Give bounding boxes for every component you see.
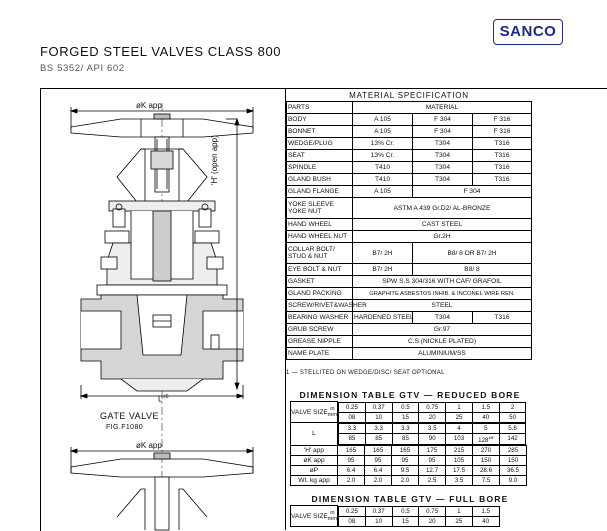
wt-cell: 2.0 [365, 475, 392, 485]
material-cell: F 304 [413, 126, 473, 138]
spec-row [287, 312, 532, 324]
spec-row [287, 174, 532, 186]
gate-valve-drawing [41, 89, 285, 530]
full-bore-table [290, 505, 500, 527]
wt-cell: 7.5 [473, 475, 500, 485]
spec-row [287, 324, 532, 336]
h-cell: 165 [392, 445, 419, 455]
k-dimension-label-2: øK app [136, 441, 162, 450]
page-title: FORGED STEEL VALVES CLASS 800 [40, 44, 282, 59]
material-cell: F 316 [473, 126, 532, 138]
part-cell: GREASE NIPPLE [287, 336, 353, 348]
size-in-cell: 0.75 [419, 506, 446, 516]
part-cell: BEARING WASHER [287, 312, 353, 324]
spec-row [287, 264, 532, 276]
material-cell: ASTM A 439 Gr.D2/ AL-BRONZE [353, 198, 532, 219]
size-in-cell: 0.25 [339, 506, 366, 516]
size-in-cell: 0.37 [365, 506, 392, 516]
h-cell: 165 [365, 445, 392, 455]
part-cell: WEDGE/PLUG [287, 138, 353, 150]
spec-row [287, 126, 532, 138]
material-cell: F 304 [413, 114, 473, 126]
p-cell: 17.5 [446, 465, 473, 475]
material-cell: T410 [353, 174, 413, 186]
size-in-cell: 0.5 [392, 506, 419, 516]
material-cell: T316 [473, 312, 532, 324]
material-cell: GRAPHITE ASBESTOS INHIB. & INCONEL WIRE REN. [353, 288, 532, 300]
material-cell: F 316 [473, 114, 532, 126]
material-cell: A 105 [353, 114, 413, 126]
spec-row [287, 219, 532, 231]
material-cell: ALUMINIUM/SS [353, 348, 532, 360]
spec-row [287, 300, 532, 312]
wt-cell: 2.0 [392, 475, 419, 485]
k-cell: 95 [419, 455, 446, 465]
full-bore-title: DIMENSION TABLE GTV — FULL BORE [311, 494, 509, 504]
parts-label: PARTS [287, 102, 353, 114]
material-cell: T304 [413, 150, 473, 162]
h-dimension-label: 'H' (open app) [210, 135, 219, 185]
part-cell [287, 198, 353, 219]
spec-row [287, 288, 532, 300]
size-mm-cell: 10 [365, 412, 392, 422]
part-cell: HAND WHEEL [287, 219, 353, 231]
part-cell: EYE BOLT & NUT [287, 264, 353, 276]
size-mm-cell: 15 [392, 412, 419, 422]
wt-cell: 3.5 [446, 475, 473, 485]
l-mm-cell: 85 [392, 433, 419, 444]
wt-cell: 2.0 [338, 475, 365, 485]
material-cell: T304 [413, 312, 473, 324]
size-mm-cell: 08 [339, 516, 366, 526]
k-dimension-label: øK app [136, 101, 162, 110]
l-in-cell: 3.3 [365, 423, 392, 433]
material-cell: C.S (NICKLE PLATED) [353, 336, 532, 348]
size-mm-cell: 50 [499, 412, 526, 422]
size-in-cell: 2 [499, 402, 526, 412]
spec-row [287, 276, 532, 288]
l-dimension-label: $L^{\pm 6}$ [158, 394, 169, 404]
spec-row [287, 336, 532, 348]
tolerance-sup: ±6 [488, 434, 494, 440]
l-mm-cell: 142 [499, 433, 526, 444]
material-cell: T316 [473, 174, 532, 186]
p-cell: 6.4 [338, 465, 365, 475]
wt-row [291, 475, 527, 485]
material-cell: T316 [473, 150, 532, 162]
p-row [291, 465, 527, 475]
valve-caption: GATE VALVE [100, 411, 160, 421]
size-mm-cell: 25 [446, 412, 473, 422]
material-cell: 13% Cr. [353, 138, 413, 150]
size-mm-cell: 20 [419, 516, 446, 526]
spec-row [287, 186, 532, 198]
k-cell: 95 [365, 455, 392, 465]
l-in-cell: 5.6 [499, 423, 526, 433]
part-line: COLLAR BOLT/ [288, 246, 335, 253]
material-cell: STEEL [353, 300, 532, 312]
h-cell: 175 [419, 445, 446, 455]
wt-cell: 9.0 [500, 475, 527, 485]
material-cell: T304 [413, 162, 473, 174]
part-cell: SCREW/RIVET&WASHER [287, 300, 353, 312]
k-cell: 150 [473, 455, 500, 465]
material-cell: Gr.97 [353, 324, 532, 336]
size-mm-cell: 40 [472, 516, 499, 526]
k-cell: 105 [446, 455, 473, 465]
size-mm-cell: 08 [339, 412, 366, 422]
size-row [291, 402, 527, 423]
l-in-cell: 3.3 [392, 423, 419, 433]
l-mm-cell: $128^{\pm 6}$ [472, 433, 499, 444]
h-cell: 215 [446, 445, 473, 455]
k-cell: 150 [500, 455, 527, 465]
part-cell: NAME PLATE [287, 348, 353, 360]
part-cell: GRUB SCREW [287, 324, 353, 336]
p-cell: 28.6 [473, 465, 500, 475]
l-in-cell: 4 [446, 423, 473, 433]
h-cell: 270 [473, 445, 500, 455]
spec-row [287, 198, 532, 219]
p-cell: 36.5 [500, 465, 527, 475]
material-cell: CAST STEEL [353, 219, 532, 231]
figure-number: FIG.F1080 [106, 424, 144, 431]
size-mm-cell: 40 [472, 412, 499, 422]
p-cell: 6.4 [365, 465, 392, 475]
material-cell: A 105 [353, 186, 413, 198]
h-cell: 285 [500, 445, 527, 455]
size-in-cell: 1.5 [472, 402, 499, 412]
valve-size-label: VALVE SIZE in mm [291, 506, 338, 527]
size-mm-cell: 10 [365, 516, 392, 526]
wt-label: Wt. kg app [291, 475, 338, 485]
size-in-cell: 1.5 [472, 506, 499, 516]
material-cell: B8/ 8 OR B7/ 2H [413, 243, 532, 264]
part-cell: BONNET [287, 126, 353, 138]
p-cell: 9.5 [392, 465, 419, 475]
size-mm-cell: 25 [446, 516, 473, 526]
l-mm-cell: 85 [365, 433, 392, 444]
l-in-cell: 3.3 [339, 423, 366, 433]
spec-row [287, 150, 532, 162]
size-in-cell: 1 [446, 506, 473, 516]
spec-row [287, 114, 532, 126]
part-line: STUD & NUT [288, 253, 328, 260]
size-row [291, 506, 500, 527]
material-cell: B7/ 2H [353, 264, 413, 276]
material-cell: F 304 [413, 186, 532, 198]
spec-note: 1 — STELLITED ON WEDGE/DISC/ SEAT OPTIONAL [286, 370, 445, 376]
material-cell: HARDENED STEEL [353, 312, 413, 324]
h-cell: 165 [338, 445, 365, 455]
h-label: 'H' app [291, 445, 338, 455]
l-mm-cell: 85 [339, 433, 366, 444]
part-cell: GLAND FLANGE [287, 186, 353, 198]
part-line: YOKE SLEEVE [288, 201, 334, 208]
material-cell: B7/ 2H [353, 243, 413, 264]
l-in-cell: 3.5 [419, 423, 446, 433]
part-cell: GLAND BUSH [287, 174, 353, 186]
spec-row [287, 231, 532, 243]
size-in-cell: 0.25 [339, 402, 366, 412]
p-label: øP [291, 465, 338, 475]
p-cell: 12.7 [419, 465, 446, 475]
spec-row [287, 162, 532, 174]
part-cell: SEAT [287, 150, 353, 162]
size-in-cell: 0.5 [392, 402, 419, 412]
spec-row [287, 348, 532, 360]
wt-cell: 2.5 [419, 475, 446, 485]
material-label: MATERIAL [353, 102, 532, 114]
size-mm-cell: 15 [392, 516, 419, 526]
part-cell: BODY [287, 114, 353, 126]
material-cell: B8/ 8 [413, 264, 532, 276]
k-cell: 95 [392, 455, 419, 465]
l-in-cell: 5 [472, 423, 499, 433]
size-in-cell: 1 [446, 402, 473, 412]
k-cell: 95 [338, 455, 365, 465]
size-in-cell: 0.37 [365, 402, 392, 412]
l-row [291, 423, 527, 446]
material-cell: Gr.2H [353, 231, 532, 243]
material-cell: T316 [473, 162, 532, 174]
sanco-logo: SANCO [493, 19, 563, 45]
spec-row [287, 243, 532, 264]
material-cell: 13% Cr. [353, 150, 413, 162]
l-mm-cell: 90 [419, 433, 446, 444]
material-cell: T410 [353, 162, 413, 174]
size-mm-cell: 20 [419, 412, 446, 422]
reduced-bore-title: DIMENSION TABLE GTV — REDUCED BORE [299, 390, 521, 400]
l-mm-cell: 103 [446, 433, 473, 444]
size-in-cell: 0.75 [419, 402, 446, 412]
k-label: øK app [291, 455, 338, 465]
material-cell: SPW S.S 304/316 WITH CAF/ GRAFOIL [353, 276, 532, 288]
material-cell: T316 [473, 138, 532, 150]
part-cell [287, 243, 353, 264]
reduced-bore-table [290, 401, 527, 486]
material-spec-table [286, 89, 532, 360]
material-cell: T304 [413, 174, 473, 186]
valve-size-label: VALVE SIZE in mm [291, 402, 338, 423]
spec-row [287, 138, 532, 150]
part-cell: GASKET [287, 276, 353, 288]
part-cell: SPINDLE [287, 162, 353, 174]
material-cell: A 105 [353, 126, 413, 138]
material-cell: T304 [413, 138, 473, 150]
part-cell: GLAND PACKING [287, 288, 353, 300]
part-line: YOKE NUT [288, 208, 322, 215]
part-cell: HAND WHEEL NUT [287, 231, 353, 243]
page-subtitle: BS 5352/ API 602 [40, 63, 125, 74]
k-row [291, 455, 527, 465]
l-label: L [291, 423, 338, 446]
h-row [291, 445, 527, 455]
spec-header: MATERIAL SPECIFICATION [287, 89, 532, 102]
